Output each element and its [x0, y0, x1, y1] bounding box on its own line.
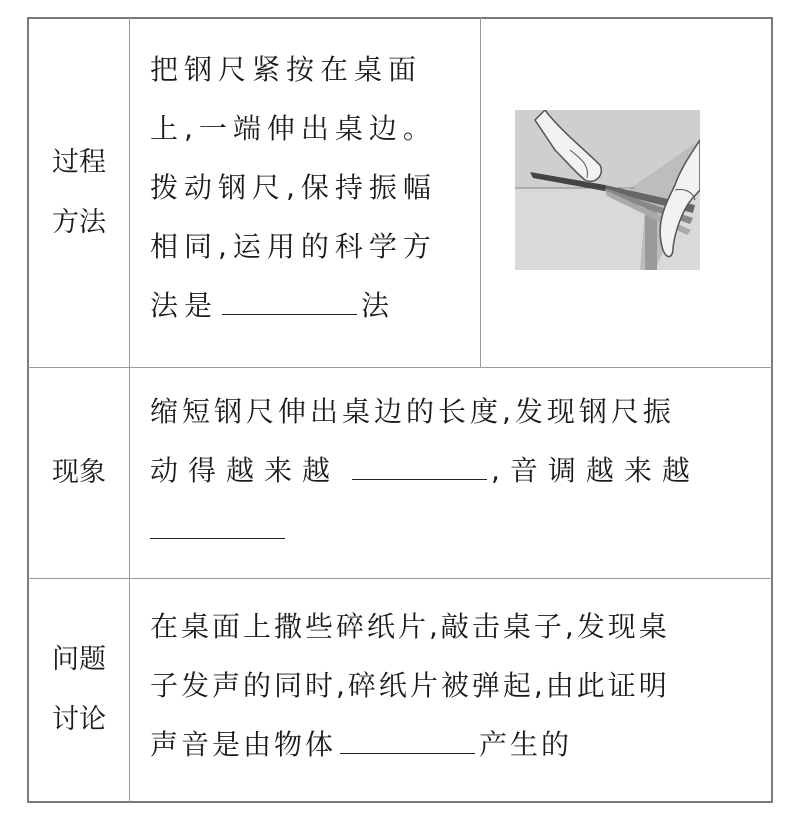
label-line: 讨论 — [52, 704, 106, 735]
label-line: 过程 — [52, 147, 106, 178]
fill-blank-pitch[interactable] — [150, 508, 285, 539]
label-line: 现象 — [52, 457, 106, 488]
row-content-process — [150, 40, 475, 335]
row-divider-2 — [28, 578, 772, 579]
content-line-tail: 法 — [361, 289, 396, 322]
content-line — [150, 715, 765, 774]
column-divider-1 — [129, 18, 130, 802]
content-line-start: 动得越来越 — [150, 454, 341, 487]
row-label-phenomenon — [29, 443, 129, 503]
content-line-start: 法是 — [150, 289, 219, 322]
fill-blank-method[interactable] — [222, 284, 357, 315]
label-line: 方法 — [52, 207, 106, 238]
content-line: 相同,运用的科学方 — [150, 230, 437, 263]
content-line: 缩短钢尺伸出桌边的长度,发现钢尺振 — [150, 395, 675, 428]
ruler-vibration-illustration — [515, 110, 700, 270]
content-line: 上,一端伸出桌边。 — [150, 112, 437, 145]
content-line — [150, 500, 765, 559]
fill-blank-source[interactable] — [340, 723, 475, 754]
fill-blank-vibration[interactable] — [352, 449, 487, 480]
column-divider-2 — [480, 18, 481, 367]
row-content-phenomenon — [150, 382, 765, 559]
content-line — [150, 441, 765, 500]
row-label-process — [29, 133, 129, 253]
content-line: 在桌面上撒些碎纸片,敲击桌子,发现桌 — [150, 610, 670, 643]
content-line-tail: 产生的 — [479, 728, 573, 761]
content-line-start: 声音是由物体 — [150, 728, 337, 761]
content-line-mid: ,音调越来越 — [491, 454, 700, 487]
row-divider-1 — [28, 367, 772, 368]
content-line — [150, 276, 475, 335]
content-line: 拨动钢尺,保持振幅 — [150, 171, 437, 204]
label-line: 问题 — [52, 644, 106, 675]
row-label-discussion — [29, 630, 129, 750]
content-line: 把钢尺紧按在桌面 — [150, 53, 423, 86]
row-content-discussion — [150, 597, 765, 774]
content-line: 子发声的同时,碎纸片被弹起,由此证明 — [150, 669, 670, 702]
